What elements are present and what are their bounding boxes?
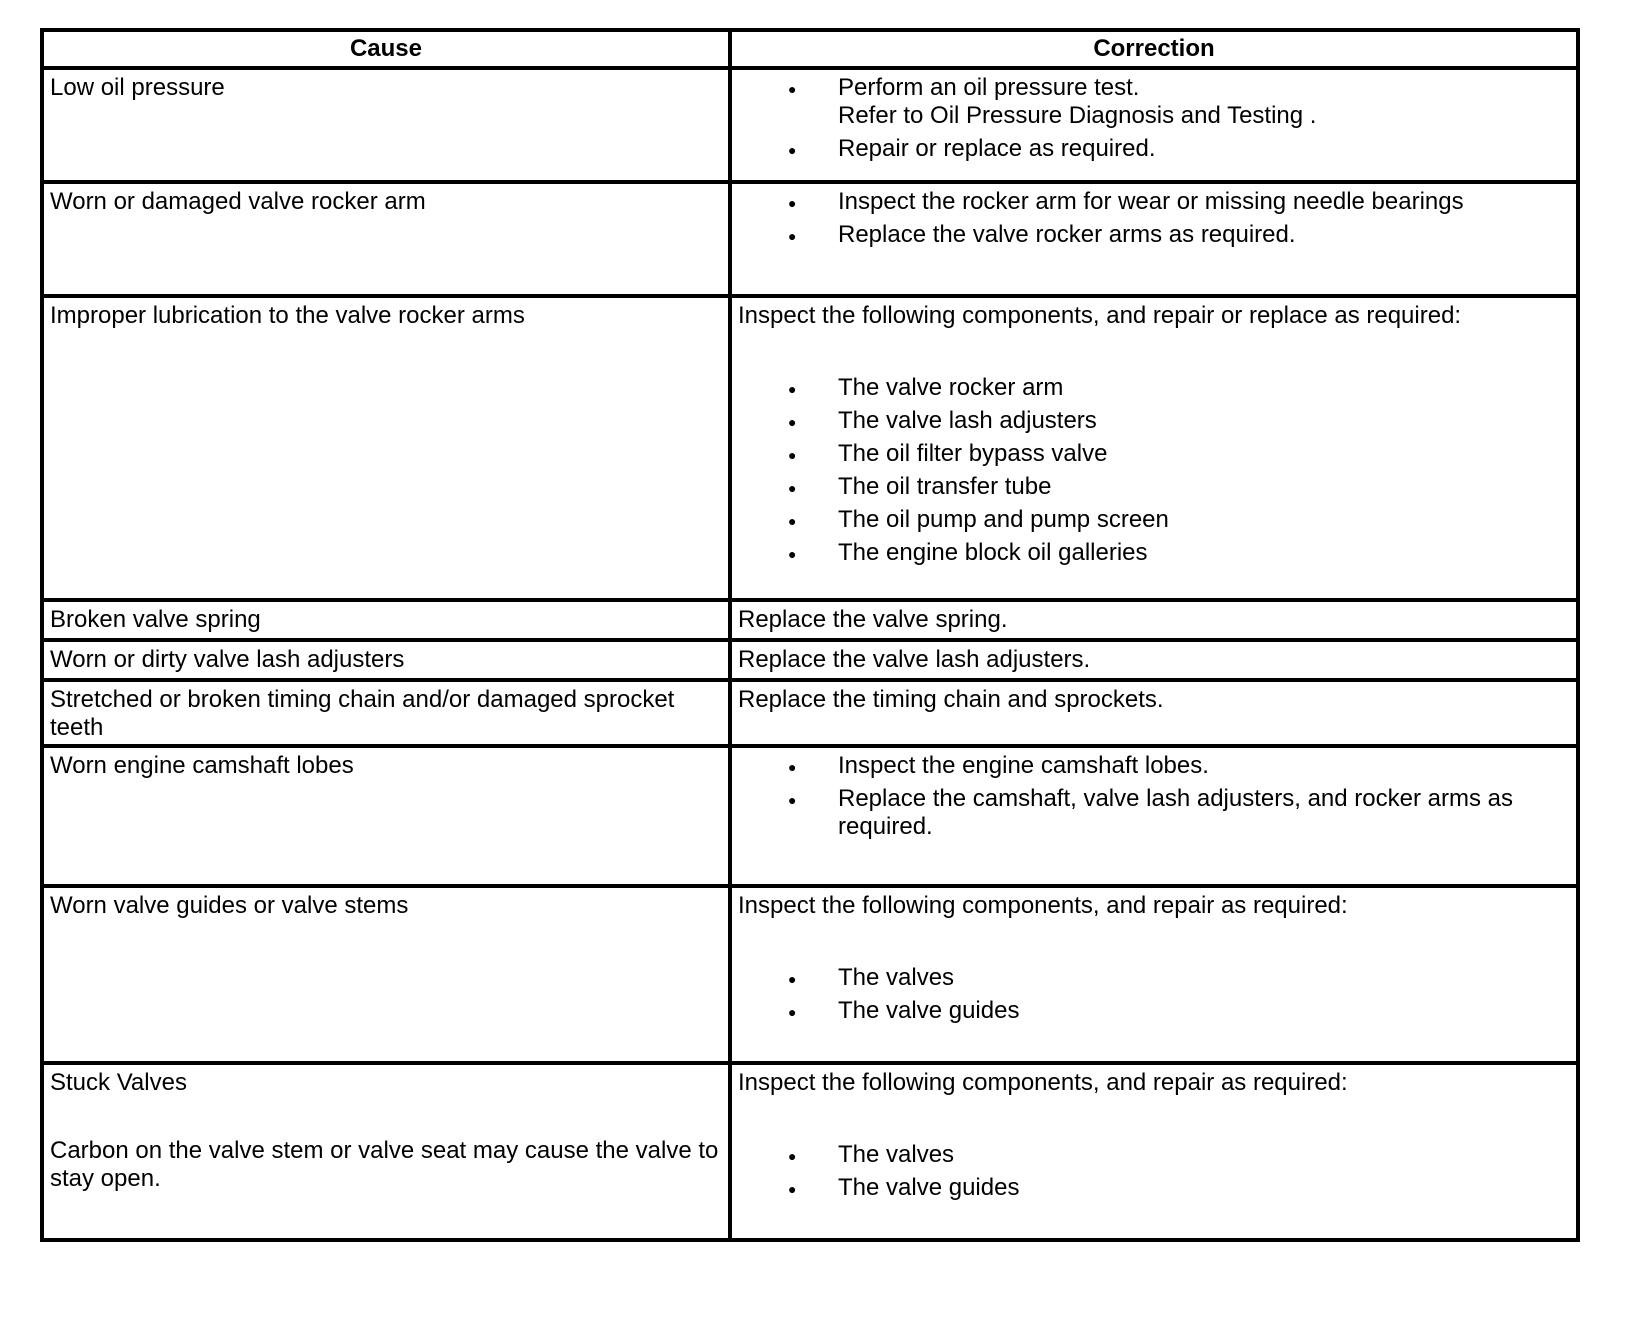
- correction-bullet-list: [738, 374, 1570, 567]
- cause-text: Worn or dirty valve lash adjusters: [50, 646, 405, 673]
- cause-cell: [42, 1063, 730, 1240]
- correction-bullet-item: ● The valves: [738, 1141, 1570, 1169]
- cause-cell: [42, 68, 730, 182]
- header-cause: Cause: [42, 30, 730, 68]
- correction-text: Replace the valve lash adjusters.: [738, 646, 1091, 673]
- cause-cell: [42, 746, 730, 886]
- correction-text: Inspect the following components, and repair as required:: [738, 892, 1348, 919]
- table-row: [42, 886, 1578, 1063]
- correction-bullet-item: ● The oil transfer tube: [738, 473, 1570, 501]
- correction-bullet-item: ● The valves: [738, 964, 1570, 992]
- correction-bullet-list: [738, 964, 1570, 1025]
- correction-cell: [730, 182, 1578, 296]
- cause-text: Worn valve guides or valve stems: [50, 892, 409, 919]
- header-correction: Correction: [730, 30, 1578, 68]
- table-row: [42, 1063, 1578, 1240]
- correction-cell: [730, 640, 1578, 680]
- correction-bullet-list: [738, 752, 1570, 841]
- correction-text: Inspect the following components, and repair or replace as required:: [738, 302, 1462, 329]
- correction-cell: [730, 886, 1578, 1063]
- correction-text: Replace the timing chain and sprockets.: [738, 686, 1164, 713]
- correction-bullet-item: ● Repair or replace as required.: [738, 135, 1570, 163]
- table-row: [42, 68, 1578, 182]
- table-row: [42, 182, 1578, 296]
- correction-text: Inspect the following components, and repair as required:: [738, 1069, 1348, 1096]
- table-row: [42, 746, 1578, 886]
- correction-bullet-item: ● Perform an oil pressure test. Refer to Oil Pressure Diagnosis and Testing .: [738, 74, 1570, 130]
- correction-bullet-list: [738, 188, 1570, 249]
- correction-bullet-item: ● Replace the valve rocker arms as required.: [738, 221, 1570, 249]
- correction-bullet-item: ● The oil filter bypass valve: [738, 440, 1570, 468]
- cause-text: Low oil pressure: [50, 74, 225, 101]
- diagnosis-table: [40, 28, 1580, 1242]
- cause-text: Stretched or broken timing chain and/or damaged sprocket teeth: [50, 686, 675, 741]
- correction-bullet-item: ● The engine block oil galleries: [738, 539, 1570, 567]
- correction-bullet-item: ● The valve guides: [738, 997, 1570, 1025]
- cause-text: Worn or damaged valve rocker arm: [50, 188, 426, 215]
- cause-text: Improper lubrication to the valve rocker arms: [50, 302, 525, 329]
- cause-cell: [42, 182, 730, 296]
- cause-cell: [42, 296, 730, 600]
- correction-cell: [730, 296, 1578, 600]
- cause-cell: [42, 886, 730, 1063]
- table-row: [42, 640, 1578, 680]
- cause-text: Carbon on the valve stem or valve seat may cause the valve to stay open.: [50, 1137, 719, 1192]
- correction-text: Replace the valve spring.: [738, 606, 1008, 633]
- cause-text: Worn engine camshaft lobes: [50, 752, 354, 779]
- cause-cell: [42, 640, 730, 680]
- correction-bullet-list: [738, 1141, 1570, 1202]
- table-row: [42, 296, 1578, 600]
- correction-cell: [730, 680, 1578, 746]
- correction-cell: [730, 68, 1578, 182]
- cause-cell: [42, 600, 730, 640]
- correction-bullet-item: ● The valve lash adjusters: [738, 407, 1570, 435]
- table-body: [42, 68, 1578, 1240]
- table-row: [42, 600, 1578, 640]
- cause-text: Broken valve spring: [50, 606, 261, 633]
- correction-bullet-item: ● The valve guides: [738, 1174, 1570, 1202]
- correction-cell: [730, 746, 1578, 886]
- cause-cell: [42, 680, 730, 746]
- header-row: [42, 30, 1578, 68]
- correction-bullet-item: ● Inspect the engine camshaft lobes.: [738, 752, 1570, 780]
- correction-bullet-list: [738, 74, 1570, 163]
- table-row: [42, 680, 1578, 746]
- cause-text: Stuck Valves: [50, 1069, 187, 1096]
- correction-bullet-item: ● The valve rocker arm: [738, 374, 1570, 402]
- correction-bullet-item: ● Replace the camshaft, valve lash adjusters, and rocker arms as required.: [738, 785, 1570, 841]
- correction-cell: [730, 1063, 1578, 1240]
- correction-cell: [730, 600, 1578, 640]
- correction-bullet-item: ● The oil pump and pump screen: [738, 506, 1570, 534]
- correction-bullet-item: ● Inspect the rocker arm for wear or missing needle bearings: [738, 188, 1570, 216]
